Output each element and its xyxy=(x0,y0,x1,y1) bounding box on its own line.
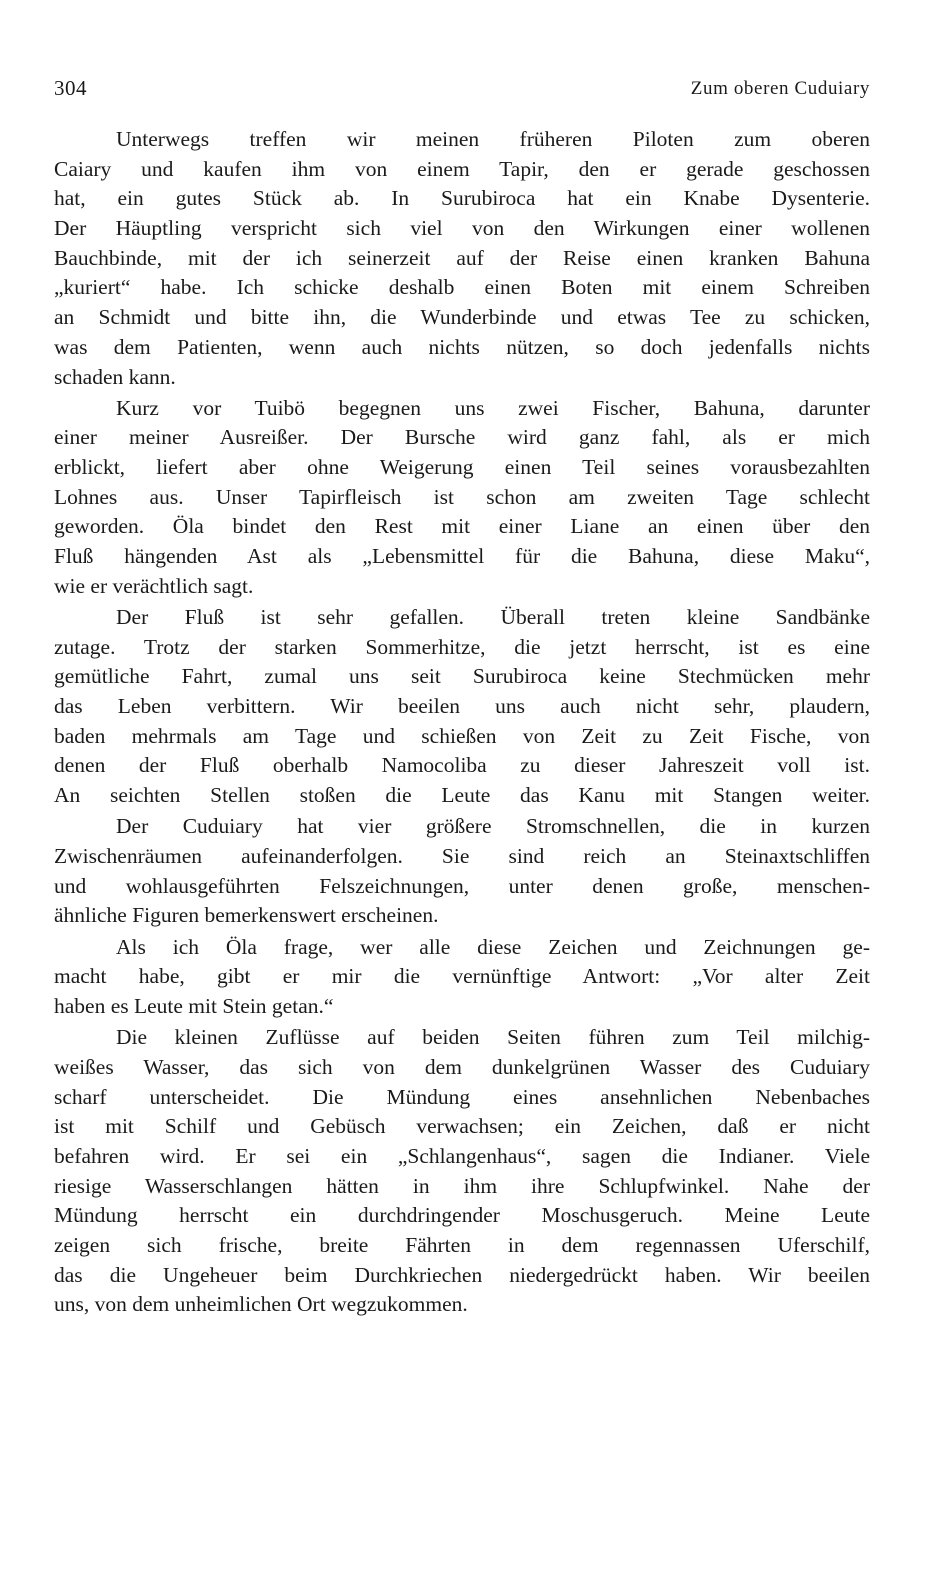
text-line: riesige Wasserschlangen hätten in ihm ihre Schlupfwinkel. Nahe der xyxy=(54,1173,870,1198)
text-line: Der Fluß ist sehr gefallen. Überall treten kleine Sandbänke xyxy=(116,605,870,629)
text-line: befahren wird. Er sei ein „Schlangenhaus“, sagen die Indianer. Viele xyxy=(54,1143,870,1168)
text-line: ist mit Schilf und Gebüsch verwachsen; ein Zeichen, daß er nicht xyxy=(54,1114,870,1139)
text-line: erblickt, liefert aber ohne Weigerung einen Teil seines vorausbezahlten xyxy=(54,455,870,480)
text-line: einer meiner Ausreißer. Der Bursche wird ganz fahl, als er mich xyxy=(54,425,870,450)
text-line: das Leben verbittern. Wir beeilen uns auch nicht sehr, plaudern, xyxy=(54,694,870,719)
text-line: Mündung herrscht ein durchdringender Moschusgeruch. Meine Leute xyxy=(54,1203,870,1228)
paragraph-1 xyxy=(54,125,870,392)
text-line: schaden kann. xyxy=(54,364,176,389)
text-line: Der Häuptling verspricht sich viel von den Wirkungen einer wollenen xyxy=(54,216,870,241)
text-line: Als ich Öla frage, wer alle diese Zeichen und Zeichnungen ge- xyxy=(116,934,870,959)
text-line: Der Cuduiary hat vier größere Stromschnellen, die in kurzen xyxy=(116,814,870,839)
text-line: baden mehrmals am Tage und schießen von Zeit zu Zeit Fische, von xyxy=(54,723,870,748)
text-line: geworden. Öla bindet den Rest mit einer Liane an einen über den xyxy=(54,514,870,539)
text-line: und wohlausgeführten Felszeichnungen, unter denen große, menschen- xyxy=(54,873,870,898)
text-line: „kuriert“ habe. Ich schicke deshalb einen Boten mit einem Schreiben xyxy=(54,275,870,300)
text-line: Caiary und kaufen ihm von einem Tapir, den er gerade geschossen xyxy=(54,156,870,181)
text-line: gemütliche Fahrt, zumal uns seit Surubiroca keine Stechmücken mehr xyxy=(54,664,870,689)
text-line: Zwischenräumen aufeinanderfolgen. Sie sind reich an Steinaxtschliffen xyxy=(54,844,870,868)
text-line: Unterwegs treffen wir meinen früheren Piloten zum oberen xyxy=(116,127,870,151)
text-line: zeigen sich frische, breite Fährten in dem regennassen Uferschilf, xyxy=(54,1232,870,1257)
text-line: an Schmidt und bitte ihn, die Wunderbinde und etwas Tee zu schicken, xyxy=(54,305,870,330)
text-line: Lohnes aus. Unser Tapirfleisch ist schon am zweiten Tage schlecht xyxy=(54,484,870,509)
page-number: 304 xyxy=(54,76,87,100)
body-text xyxy=(54,125,870,1320)
text-line: zutage. Trotz der starken Sommerhitze, die jetzt herrscht, ist es eine xyxy=(54,634,870,659)
paragraph-2 xyxy=(54,394,870,602)
text-line: macht habe, gibt er mir die vernünftige Antwort: „Vor alter Zeit xyxy=(54,964,870,989)
paragraph-3 xyxy=(54,603,870,811)
text-line: An seichten Stellen stoßen die Leute das Kanu mit Stangen weiter. xyxy=(54,783,870,808)
text-line: uns, von dem unheimlichen Ort wegzukommen. xyxy=(54,1292,468,1317)
text-line: das die Ungeheuer beim Durchkriechen niedergedrückt haben. Wir beeilen xyxy=(54,1262,870,1287)
paragraph-6 xyxy=(54,1023,870,1320)
text-line: hat, ein gutes Stück ab. In Surubiroca hat ein Knabe Dysenterie. xyxy=(54,186,870,211)
text-line: was dem Patienten, wenn auch nichts nützen, so doch jedenfalls nichts xyxy=(54,334,870,359)
text-line: Kurz vor Tuibö begegnen uns zwei Fischer, Bahuna, darunter xyxy=(116,395,870,420)
page-header xyxy=(54,76,870,106)
text-line: Bauchbinde, mit der ich seinerzeit auf der Reise einen kranken Bahuna xyxy=(54,245,870,270)
text-line: haben es Leute mit Stein getan.“ xyxy=(54,993,334,1018)
running-head: Zum oberen Cuduiary xyxy=(690,78,870,99)
text-line: ähnliche Figuren bemerkenswert erscheinen. xyxy=(54,903,439,928)
paragraph-4 xyxy=(54,812,870,931)
text-line: weißes Wasser, das sich von dem dunkelgrünen Wasser des Cuduiary xyxy=(54,1054,870,1079)
text-line: wie er verächtlich sagt. xyxy=(54,573,254,598)
text-line: scharf unterscheidet. Die Mündung eines ansehnlichen Nebenbaches xyxy=(54,1084,870,1109)
text-line: Fluß hängenden Ast als „Lebensmittel für die Bahuna, diese Maku“, xyxy=(54,544,870,569)
text-line: denen der Fluß oberhalb Namocoliba zu dieser Jahreszeit voll ist. xyxy=(54,753,870,778)
text-line: Die kleinen Zuflüsse auf beiden Seiten führen zum Teil milchig- xyxy=(116,1025,870,1050)
paragraph-5 xyxy=(54,933,870,1022)
